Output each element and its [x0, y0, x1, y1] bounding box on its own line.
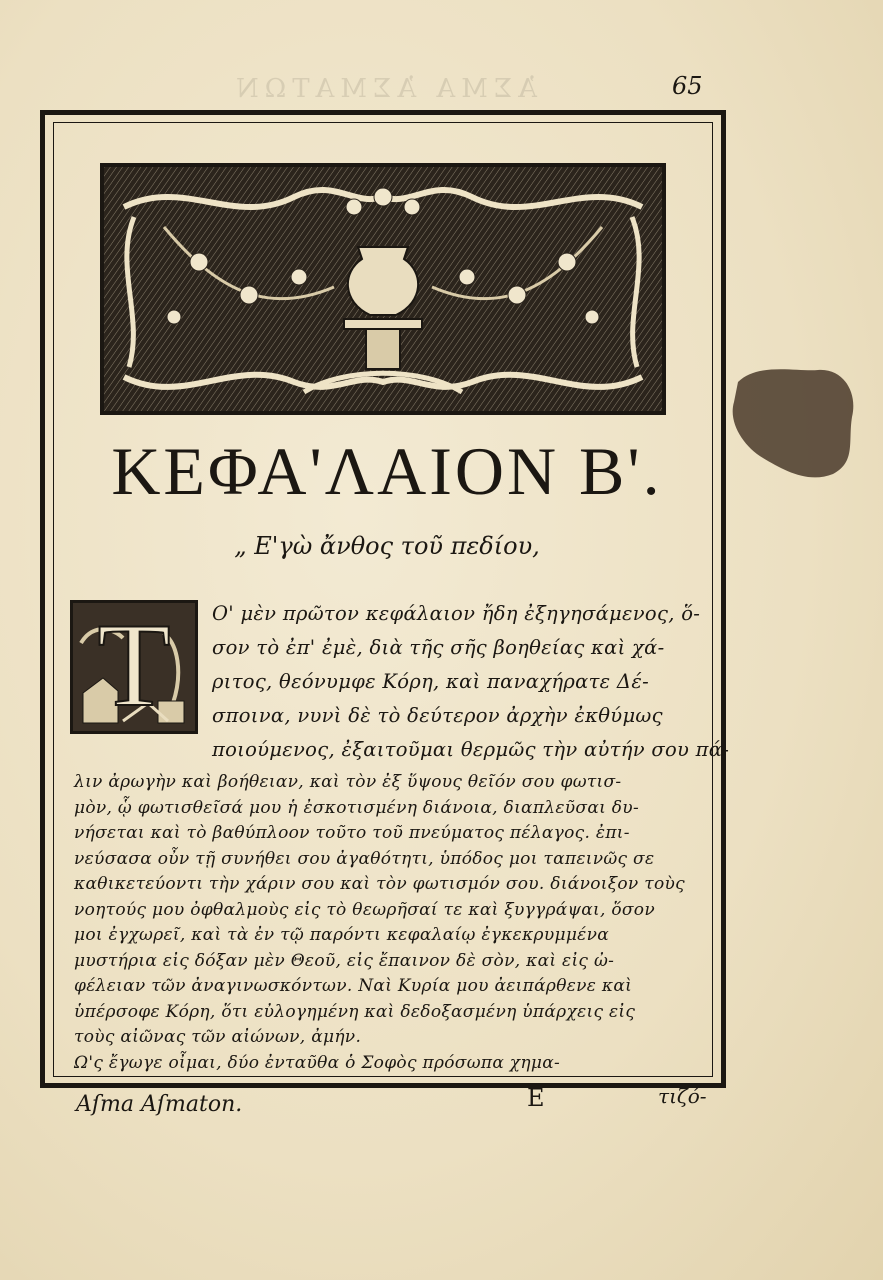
chapter-heading: ΚΕΦΑ'ΛΑΙΟΝ Β'. [111, 433, 663, 509]
body-line: νεύσασα οὖν τῇ συνήθει σου ἀγαθότητι, ὑπόδος μοι ταπεινῶς σε [74, 848, 655, 869]
body-line: ριτος, θεόνυμφε Κόρη, καὶ παναχήρατε Δέ- [212, 670, 649, 693]
ornamental-headpiece [100, 163, 666, 415]
body-line: Ω'ς ἔγωγε οἶμαι, δύο ἐνταῦθα ὁ Σοφὸς πρόσωπα χημα- [74, 1052, 561, 1073]
body-line: μοι ἐγχωρεῖ, καὶ τὰ ἐν τῷ παρόντι κεφαλαίῳ ἐγκεκρυμμένα [74, 925, 609, 945]
body-line: μυστήρια εἰς δόξαν μὲν Θεοῦ, εἰς ἔπαινον δὲ σὸν, καὶ εἰς ὠ- [74, 950, 615, 971]
body-line: λιν ἀρωγὴν καὶ βοήθειαν, καὶ τὸν ἐξ ὕψους θεῖόν σου φωτισ- [74, 772, 622, 792]
body-line: τοὺς αἰῶνας τῶν αἰώνων, ἀμήν. [74, 1027, 362, 1047]
initial-letter: Τ [97, 600, 171, 731]
body-line: μὸν, ᾧ φωτισθεῖσά μου ἡ ἐσκοτισμένη διάνοια, διαπλεῦσαι δυ- [74, 797, 639, 818]
body-line: σον τὸ ἐπ' ἐμὲ, διὰ τῆς σῆς βοηθείας καὶ χά- [212, 636, 665, 659]
body-line: Ο' μὲν πρῶτον κεφάλαιον ἤδη ἐξηγησάμενος, ὅ- [212, 602, 701, 625]
page-number: 65 [672, 72, 703, 100]
body-line: σποινα, νυνὶ δὲ τὸ δεύτερον ἀρχὴν ἐκθύμως [212, 704, 663, 727]
bleed-through-running-head: ἈΣΜΑ ἈΣΜΑΤΩΝ [230, 74, 538, 104]
body-line: ποιούμενος, ἐξαιτοῦμαι θερμῶς τὴν αὐτήν σου πά- [212, 738, 730, 761]
body-line: νοητούς μου ὀφθαλμοὺς εἰς τὸ θεωρῆσαί τε καὶ ξυγγράψαι, ὅσον [74, 899, 655, 920]
body-line: καθικετεύοντι τὴν χάριν σου καὶ τὸν φωτισμόν σου. διάνοιξον τοὺς [74, 874, 685, 894]
epigraph-quote: „ Ε'γὼ ἄνθος τοῦ πεδίου, [234, 532, 540, 560]
catchword: τιζό- [658, 1084, 707, 1108]
body-line: ὑπέρσοφε Κόρη, ὅτι εὐλογημένη καὶ δεδοξασμένη ὑπάρχεις εἰς [74, 1001, 636, 1022]
signature-mark: Aſma Aſmaton. [76, 1092, 243, 1117]
headpiece-vase-ornament [104, 167, 662, 411]
decorated-initial [70, 600, 198, 734]
signature-letter: E [527, 1084, 545, 1112]
body-line: νήσεται καὶ τὸ βαθύπλοον τοῦτο τοῦ πνεύματος πέλαγος. ἐπι- [74, 823, 630, 843]
ink-stain [728, 362, 860, 480]
body-line: φέλειαν τῶν ἀναγινωσκόντων. Ναὶ Κυρία μου ἀειπάρθενε καὶ [74, 976, 633, 996]
